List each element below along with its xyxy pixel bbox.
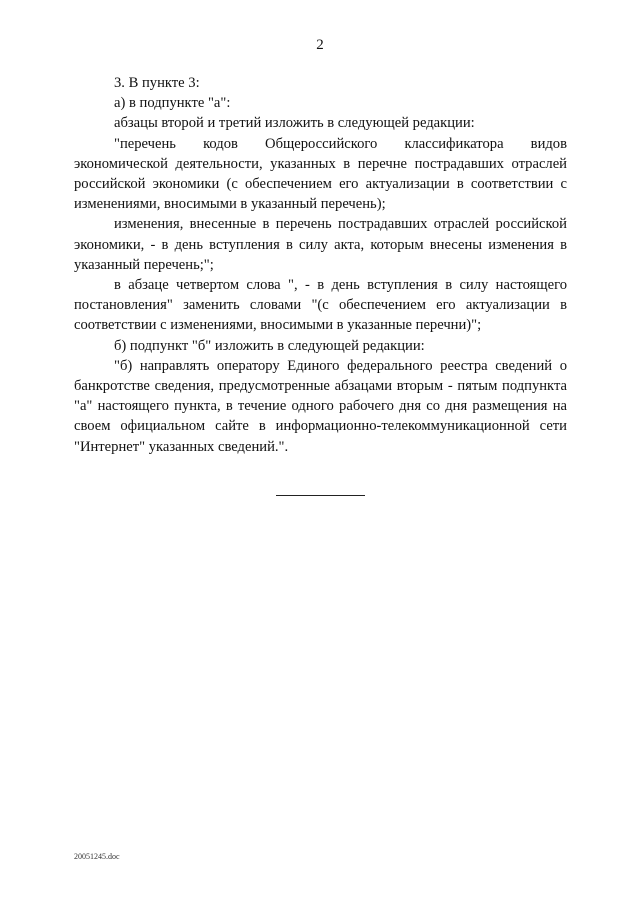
end-divider-line bbox=[276, 495, 365, 496]
paragraph-fourth-abzac-replace: в абзаце четвертом слова ", - в день вступления в силу настоящего постановления" заменить словами "(с обеспечением его актуализации в соответствии с изменениями, вносимыми в указанные перечни)"; bbox=[74, 277, 567, 334]
paragraph-quoted-changes: изменения, внесенные в перечень пострадавших отраслей российской экономики, - в день вступления в силу акта, которым внесены изменения в указанный перечень;"; bbox=[74, 216, 567, 273]
page-number: 2 bbox=[316, 37, 324, 53]
paragraph-quoted-subitem-b: "б) направлять оператору Единого федерального реестра сведений о банкротстве сведения, предусмотренные абзацами вторым - пятым подпункта "а" настоящего пункта, в течение одного рабочего дня со дня размещения на своем официальном сайте в информационно-телекоммуникационной сети "Интернет" указанных сведений.". bbox=[74, 357, 567, 455]
paragraph-subitem-a: а) в подпункте "а": bbox=[114, 95, 231, 112]
footer-file-name: 20051245.doc bbox=[74, 852, 120, 861]
paragraph-subitem-b: б) подпункт "б" изложить в следующей редакции: bbox=[114, 337, 425, 354]
document-body bbox=[74, 73, 567, 457]
paragraph-item-3-heading: 3. В пункте 3: bbox=[114, 75, 200, 91]
paragraph-quoted-codes-list: "перечень кодов Общероссийского классификатора видов экономической деятельности, указанных в перечне пострадавших отраслей российской экономики (с обеспечением его актуализации в соответствии с изменениями, вносимыми в указанный перечень); bbox=[74, 135, 567, 213]
paragraph-amendment-intro: абзацы второй и третий изложить в следующей редакции: bbox=[114, 115, 475, 132]
